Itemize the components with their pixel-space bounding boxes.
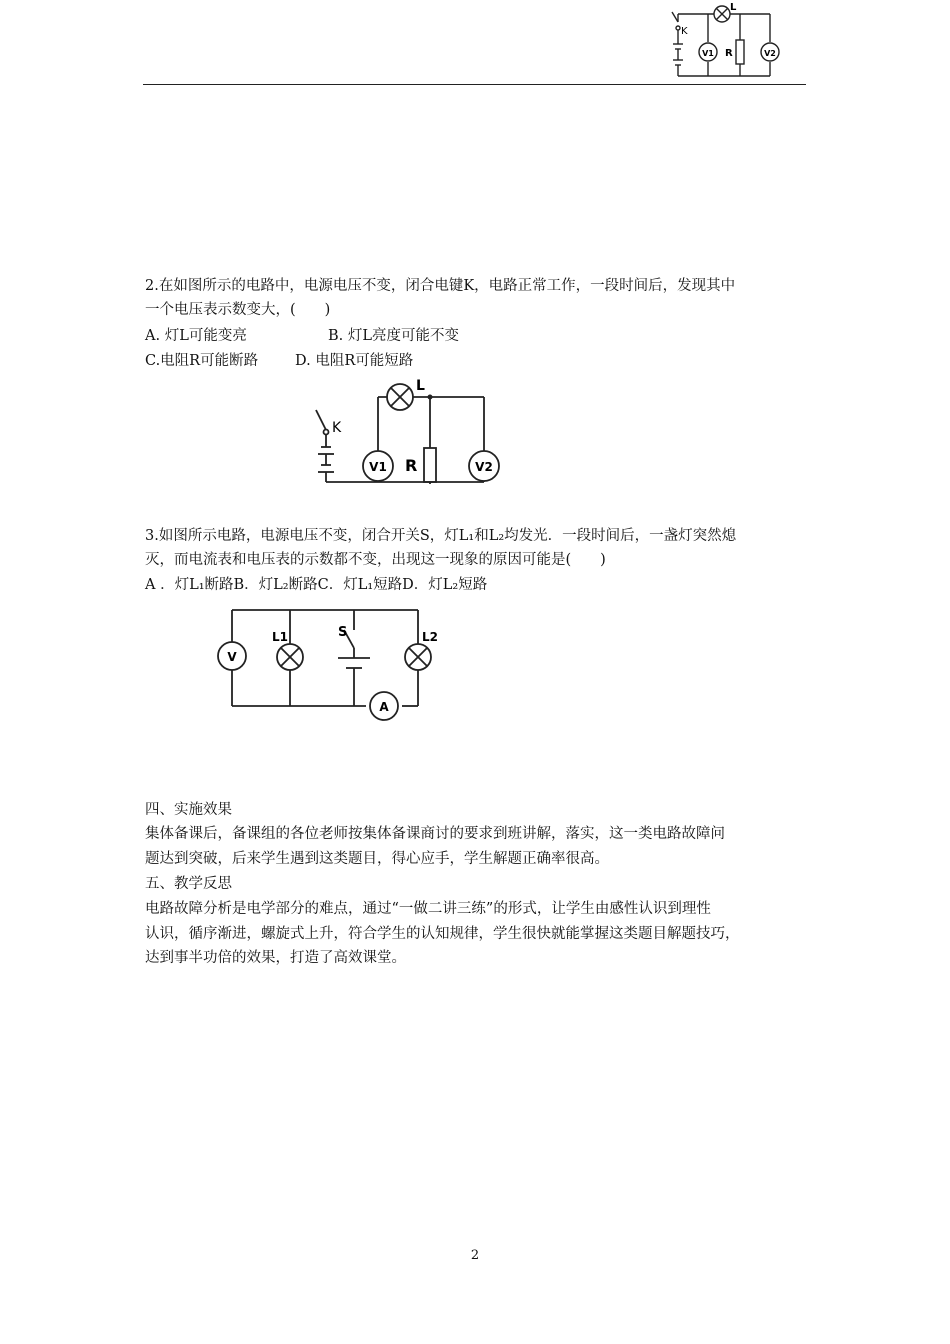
q3-voltmeter-label: V: [227, 650, 237, 664]
q2-v1-label: V1: [369, 460, 387, 474]
q2-option-b: B. 灯L亮度可能不变: [328, 328, 460, 344]
section5-line2: 认识，循序渐进，螺旋式上升，符合学生的认知规律，学生很快就能掌握这类题目解题技巧，: [145, 926, 740, 942]
section4-line1: 集体备课后，备课组的各位老师按集体备课商讨的要求到班讲解，落实，这一类电路故障问: [145, 826, 725, 842]
section4-line2: 题达到突破，后来学生遇到这类题目，得心应手，学生解题正确率很高。: [145, 851, 609, 867]
header-v2-label: V2: [764, 49, 776, 58]
header-switch-label: K: [681, 26, 688, 37]
q3-stem-line2: 灭，而电流表和电压表的示数都不变，出现这一现象的原因可能是( ): [145, 552, 606, 568]
section5-line1: 电路故障分析是电学部分的难点，通过“一做二讲三练”的形式，让学生由感性认识到理性: [145, 901, 711, 917]
header-v1-label: V1: [702, 49, 714, 58]
q3-options: A ．灯L₁断路B．灯L₂断路C．灯L₁短路D．灯L₂短路: [145, 577, 488, 593]
page-number: 2: [470, 1248, 480, 1263]
header-resistor-label: R: [725, 48, 733, 59]
q3-circuit-diagram: [210, 600, 440, 722]
q2-lamp-label: L: [416, 378, 425, 394]
q2-option-d: D. 电阻R可能短路: [295, 353, 414, 369]
q2-resistor-label: R: [405, 456, 418, 475]
header-lamp-label: L: [730, 2, 737, 13]
header-circuit-diagram: [668, 0, 784, 82]
q2-option-c: C.电阻R可能断路: [145, 353, 259, 369]
section4-title: 四、实施效果: [145, 802, 232, 818]
q2-stem-line1: 2.在如图所示的电路中，电源电压不变，闭合电键K，电路正常工作，一段时间后，发现其中: [145, 278, 736, 294]
header-rule: [143, 84, 806, 85]
q3-lamp2-label: L2: [422, 630, 438, 644]
section5-line3: 达到事半功倍的效果，打造了高效课堂。: [145, 950, 406, 966]
q2-switch-label: K: [332, 420, 342, 436]
section5-title: 五、教学反思: [145, 876, 232, 892]
q2-v2-label: V2: [475, 460, 493, 474]
q2-circuit-diagram: [308, 374, 504, 494]
q2-option-a: A. 灯L可能变亮: [145, 328, 247, 344]
q3-lamp1-label: L1: [272, 630, 288, 644]
q3-ammeter-label: A: [379, 700, 389, 714]
q3-stem-line1: 3.如图所示电路，电源电压不变，闭合开关S，灯L₁和L₂均发光．一段时间后，一盏灯突然熄: [145, 528, 737, 544]
q2-stem-line2: 一个电压表示数变大，( ): [145, 302, 331, 318]
q3-switch-label: S: [338, 625, 348, 640]
